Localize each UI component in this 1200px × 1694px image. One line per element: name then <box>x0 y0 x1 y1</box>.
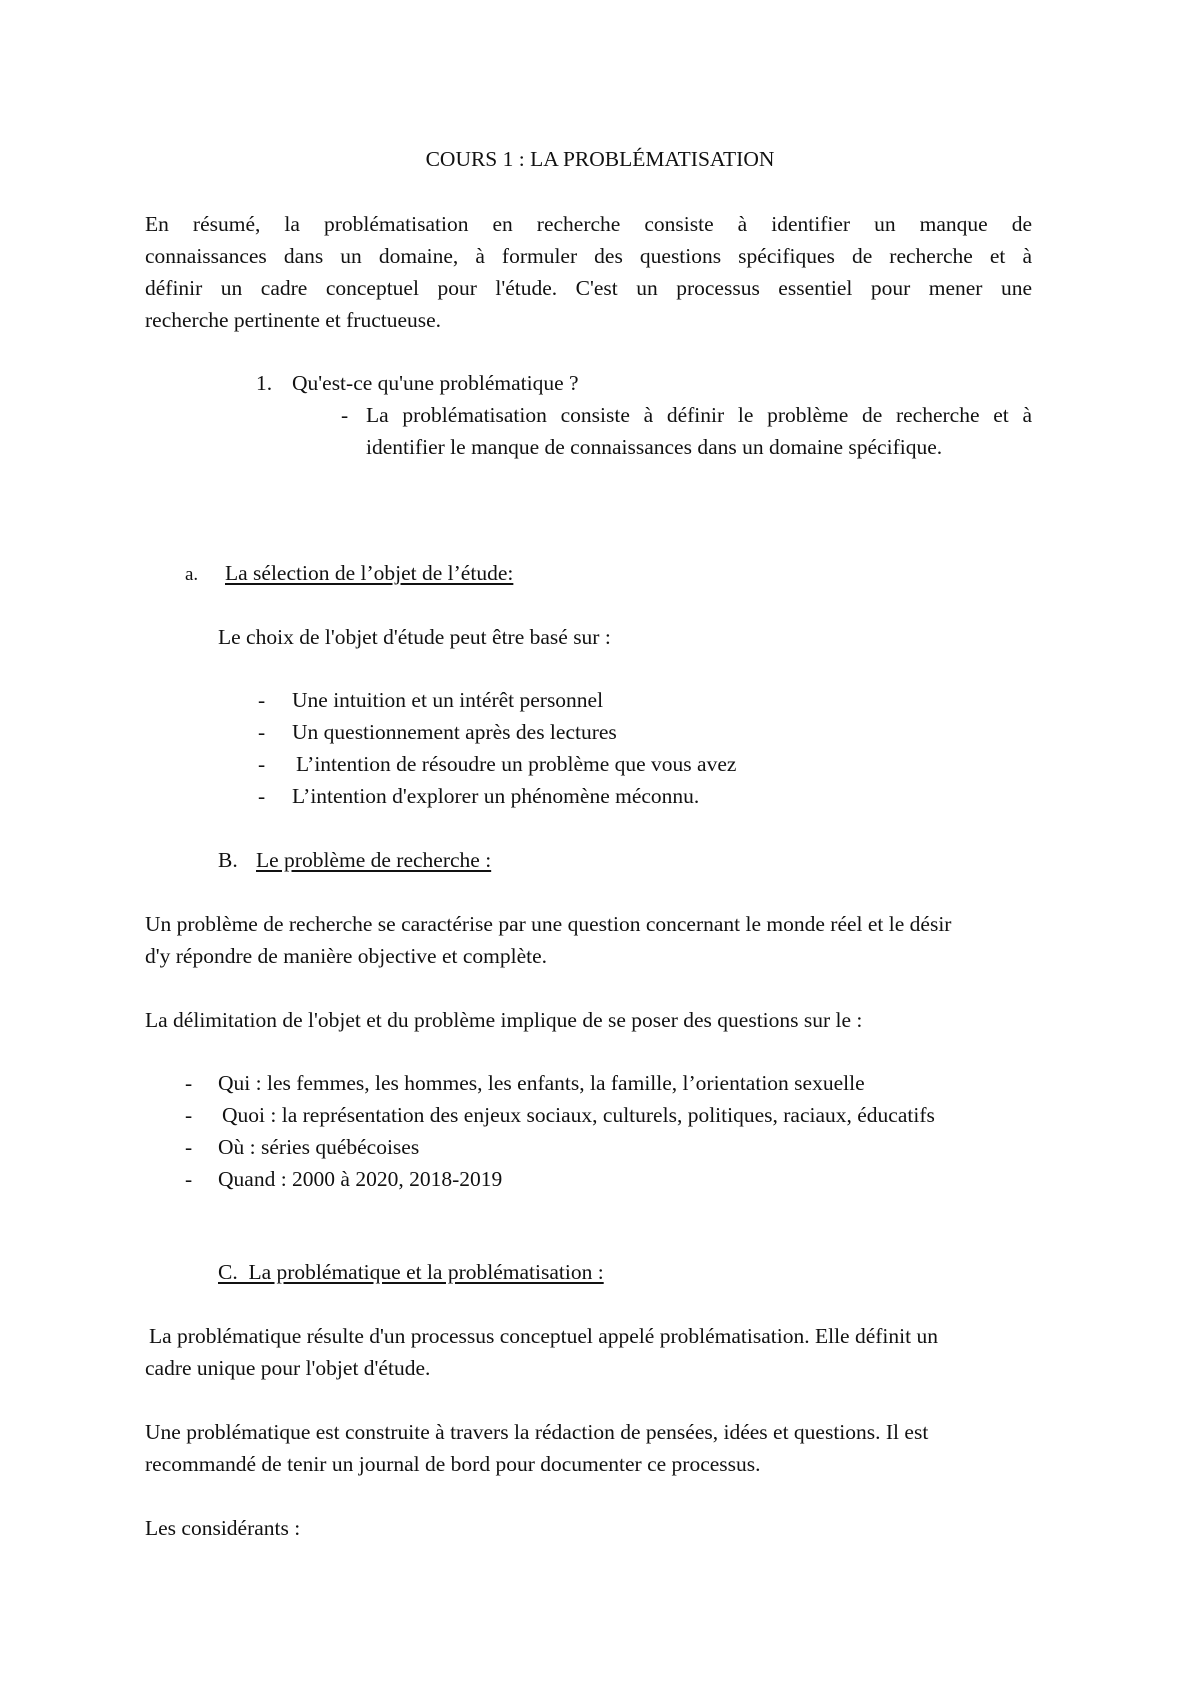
intro-line-3: définir un cadre conceptuel pour l'étude. C'est un processus essentiel pour mener une <box>145 276 1032 300</box>
section-b-item-1: Qui : les femmes, les hommes, les enfants, la famille, l’orientation sexuelle <box>218 1071 865 1095</box>
page-title: COURS 1 : LA PROBLÉMATISATION <box>425 147 775 171</box>
section-b-item-3: Où : séries québécoises <box>218 1135 420 1159</box>
section-a-item-2: Un questionnement après des lectures <box>292 720 617 744</box>
section1-dash: - <box>341 403 349 427</box>
intro-line-4: recherche pertinente et fructueuse. <box>145 308 442 332</box>
section-c-para2-line-2: recommandé de tenir un journal de bord pour documenter ce processus. <box>145 1452 761 1476</box>
section-c-para1-line-1: La problématique résulte d'un processus conceptuel appelé problématisation. Elle définit un <box>149 1324 938 1348</box>
section-b-dash-2: - <box>185 1103 193 1127</box>
section1-number: 1. <box>256 371 273 395</box>
section-b-dash-4: - <box>185 1167 193 1191</box>
section-b-dash-3: - <box>185 1135 193 1159</box>
intro-line-1: En résumé, la problématisation en recherche consiste à identifier un manque de <box>145 212 1032 236</box>
section-b-para1-line-1: Un problème de recherche se caractérise par une question concernant le monde réel et le désir <box>145 912 952 936</box>
section-a-marker: a. <box>185 564 199 585</box>
section1-bullet-line-1: La problématisation consiste à définir le problème de recherche et à <box>366 403 1032 427</box>
section-c-para1-line-2: cadre unique pour l'objet d'étude. <box>145 1356 431 1380</box>
section-b-item-4: Quand : 2000 à 2020, 2018-2019 <box>218 1167 503 1191</box>
section-b-item-2: Quoi : la représentation des enjeux sociaux, culturels, politiques, raciaux, éducatifs <box>222 1103 935 1127</box>
section-a-item-4: L’intention d'explorer un phénomène méconnu. <box>292 784 700 808</box>
section-c-para2-line-1: Une problématique est construite à travers la rédaction de pensées, idées et questions. Il est <box>145 1420 929 1444</box>
intro-line-2: connaissances dans un domaine, à formuler des questions spécifiques de recherche et à <box>145 244 1032 268</box>
section1-heading: Qu'est-ce qu'une problématique ? <box>292 371 579 395</box>
section-a-dash-1: - <box>258 688 266 712</box>
section-a-dash-3: - <box>258 752 266 776</box>
section-b-para1-line-2: d'y répondre de manière objective et complète. <box>145 944 548 968</box>
section-a-item-3: L’intention de résoudre un problème que vous avez <box>296 752 737 776</box>
section-b-dash-1: - <box>185 1071 193 1095</box>
section-a-dash-4: - <box>258 784 266 808</box>
section-a-dash-2: - <box>258 720 266 744</box>
section-b-heading: Le problème de recherche : <box>256 848 492 872</box>
section-a-lead: Le choix de l'objet d'étude peut être basé sur : <box>218 625 611 649</box>
section-b-marker: B. <box>218 848 238 872</box>
section-c-para3: Les considérants : <box>145 1516 301 1540</box>
section-c-heading: C. La problématique et la problématisation : <box>218 1260 604 1284</box>
section-a-item-1: Une intuition et un intérêt personnel <box>292 688 604 712</box>
section-b-para2: La délimitation de l'objet et du problème implique de se poser des questions sur le : <box>145 1008 863 1032</box>
section-a-heading: La sélection de l’objet de l’étude: <box>225 561 514 585</box>
section1-bullet-line-2: identifier le manque de connaissances dans un domaine spécifique. <box>366 435 943 459</box>
